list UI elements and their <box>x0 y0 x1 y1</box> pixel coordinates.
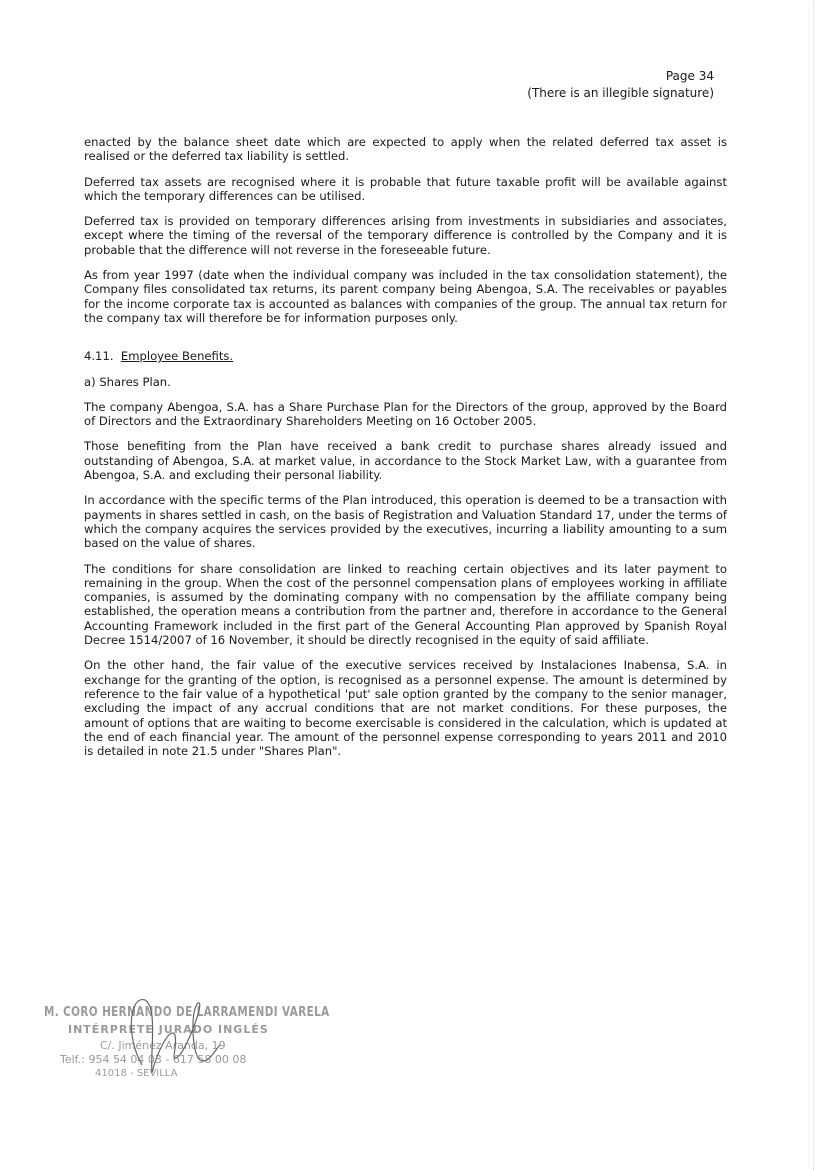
section-number: 4.11. <box>84 349 114 364</box>
paragraph: On the other hand, the fair value of the executive services received by Instalaciones Inabensa, S.A. in exchange for the granting of the option, is recognised as a personnel expense. The amount is determined by reference to the fair value of a hypothetical 'put' sale option granted by the company to the senior manager, excluding the impact of any accrual conditions that are not market conditions. For these purposes, the amount of options that are waiting to become exercisable is considered in the calculation, which is updated at the end of each financial year. The amount of the personnel expense corresponding to years 2011 and 2010 is detailed in note 21.5 under "Shares Plan". <box>84 658 727 759</box>
subsection-heading: a) Shares Plan. <box>84 374 171 389</box>
page-header <box>527 68 714 102</box>
stamp-line: INTÉRPRETE JURADO INGLÉS <box>68 1023 269 1036</box>
paragraph: Deferred tax assets are recognised where it is probable that future taxable profit will be available against which the temporary differences can be utilised. <box>84 174 727 203</box>
stamp-line: M. CORO HERNANDO DE LARRAMENDI VARELA <box>44 1005 330 1020</box>
handwritten-signature <box>120 995 230 1085</box>
paragraph: As from year 1997 (date when the individual company was included in the tax consolidation statement), the Company files consolidated tax returns, its parent company being Abengoa, S.A. The receivables or payables for the income corporate tax is accounted as balances with companies of the group. The annual tax return for the company tax will therefore be for information purposes only. <box>84 268 727 325</box>
section-title: Employee Benefits. <box>120 349 234 364</box>
page-number: Page 34 <box>665 69 714 83</box>
paragraph: The conditions for share consolidation are linked to reaching certain objectives and its later payment to remaining in the group. When the cost of the personnel compensation plans of employees working in affiliate companies, is assumed by the dominating company with no compensation by the affiliate company being established, the operation means a contribution from the partner and, therefore in accordance to the General Accounting Framework included in the first part of the General Accounting Plan approved by Spanish Royal Decree 1514/2007 of 16 November, it should be directly recognised in the equity of said affiliate. <box>84 561 727 648</box>
signature-note: (There is an illegible signature) <box>527 86 714 100</box>
document-body <box>84 135 727 769</box>
section-heading <box>84 349 727 363</box>
stamp-line: Telf.: 954 54 04 03 - 617 58 00 08 <box>60 1053 247 1066</box>
stamp-line: 41018 - SEVILLA <box>95 1068 178 1079</box>
paragraph: Those benefiting from the Plan have received a bank credit to purchase shares already issued and outstanding of Abengoa, S.A. at market value, in accordance to the Stock Market Law, with a guarantee from Abengoa, S.A. and excluding their personal liability. <box>84 439 727 483</box>
paragraph: In accordance with the specific terms of the Plan introduced, this operation is deemed to be a transaction with payments in shares settled in cash, on the basis of Registration and Valuation Standard 17, under the terms of which the company acquires the services provided by the executives, incurring a liability amounting to a sum based on the value of shares. <box>84 493 727 551</box>
paragraph: The company Abengoa, S.A. has a Share Purchase Plan for the Directors of the group, approved by the Board of Directors and the Extraordinary Shareholders Meeting on 16 October 2005. <box>84 399 727 429</box>
scan-edge <box>813 0 830 1170</box>
stamp-line: C/. Jiménez Aranda, 19 <box>100 1039 226 1052</box>
paragraph: enacted by the balance sheet date which are expected to apply when the related deferred tax asset is realised or the deferred tax liability is settled. <box>84 135 727 164</box>
paragraph: Deferred tax is provided on temporary differences arising from investments in subsidiaries and associates, except where the timing of the reversal of the temporary difference is controlled by the Company and it is probable that the difference will not reverse in the foreseeable future. <box>84 214 727 257</box>
